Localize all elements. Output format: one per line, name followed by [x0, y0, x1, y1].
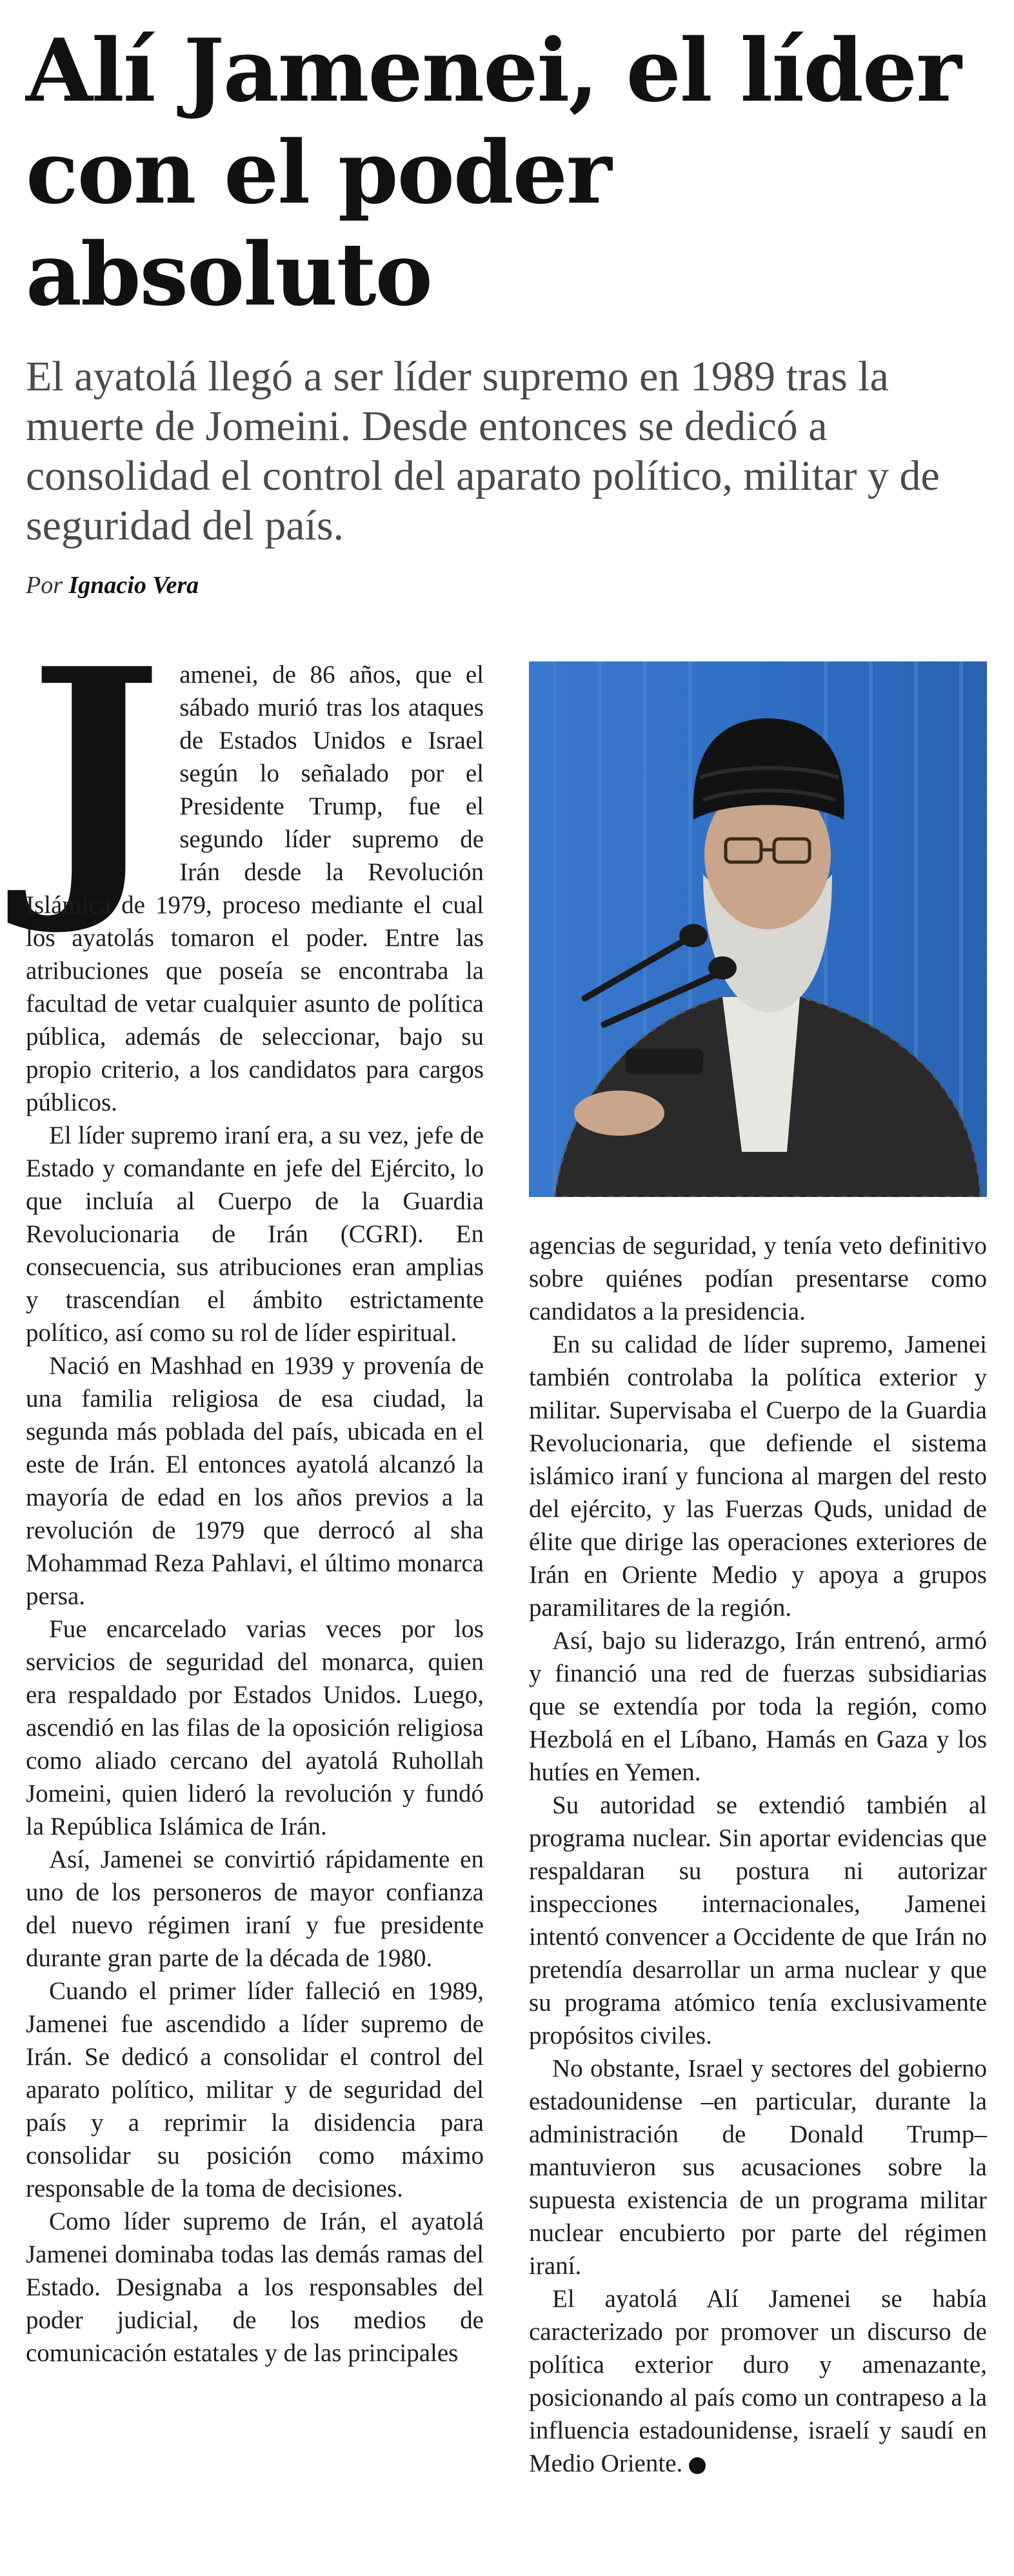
paragraph: Fue encarcelado varias veces por los servicios de seguridad del monarca, quien era respaldado por Estados Unidos. Luego, ascendió en las filas de la oposición religiosa como aliado cercano del ayatolá Ruhollah Jomeini, quien lideró la revolución y fundó la República Islámica de Irán.	[26, 1615, 484, 1840]
paragraph: No obstante, Israel y sectores del gobierno estadounidense –en particular, durante la administración de Donald Trump– mantuvieron sus acusaciones sobre la supuesta existencia de un programa militar nuclear encubierto por parte del régimen iraní.	[529, 2055, 987, 2280]
paragraph: agencias de seguridad, y tenía veto definitivo sobre quiénes podían presentarse como candidatos a la presidencia.	[529, 1232, 987, 1325]
drop-cap: J	[28, 607, 163, 940]
article-column-1	[26, 607, 484, 2370]
paragraph-text: El ayatolá Alí Jamenei se había caracterizado por promover un discurso de política exterior duro y amenazante, posicionando al país como un contrapeso a la influencia estadounidense, israelí y saudí en Medio Oriente.	[529, 2285, 987, 2477]
article-column-2	[529, 1229, 987, 2480]
paragraph: Su autoridad se extendió también al programa nuclear. Sin aportar evidencias que respaldaran su postura ni autorizar inspecciones internacionales, Jamenei intentó convencer a Occidente de que Irán no pretendía desarrollar un arma nuclear y que su programa atómico tenía exclusivamente propósitos civiles.	[529, 1791, 987, 2049]
end-mark-icon	[689, 2457, 706, 2474]
portrait-photo	[529, 661, 987, 1197]
paragraph: En su calidad de líder supremo, Jamenei también controlaba la política exterior y militar. Supervisaba el Cuerpo de la Guardia Revolucionaria, que defiende el sistema islámico iraní y funciona al margen del resto del ejército, y las Fuerzas Quds, unidad de élite que dirige las operaciones exteriores de Irán en Oriente Medio y apoya a grupos paramilitares de la región.	[529, 1331, 987, 1622]
paragraph: Así, Jamenei se convirtió rápidamente en uno de los personeros de mayor confianza del nuevo régimen iraní y fue presidente durante gran parte de la década de 1980.	[26, 1846, 484, 1972]
portrait-illustration	[529, 661, 987, 1197]
paragraph: El líder supremo iraní era, a su vez, jefe de Estado y comandante en jefe del Ejército, lo que incluía al Cuerpo de la Guardia Revolucionaria de Irán (CGRI). En consecuencia, sus atribuciones eran amplias y trascendían el ámbito estrictamente político, así como su rol de líder espiritual.	[26, 1122, 484, 1347]
last-paragraph	[529, 2282, 987, 2480]
paragraph: Cuando el primer líder falleció en 1989, Jamenei fue ascendido a líder supremo de Irán. Se dedicó a consolidar el control del aparato político, militar y de seguridad del país y a reprimir la disidencia para consolidar su posición como máximo responsable de la toma de decisiones.	[26, 1977, 484, 2202]
author-name: Ignacio Vera	[68, 572, 199, 599]
subheadline: El ayatolá llegó a ser líder supremo en 1989 tras la muerte de Jomeini. Desde entonces se dedicó a consolidad el control del aparato político, militar y de seguridad del país.	[26, 353, 940, 549]
paragraph: Así, bajo su liderazgo, Irán entrenó, armó y financió una red de fuerzas subsidiarias que se extendía por toda la región, como Hezbolá en el Líbano, Hamás en Gaza y los hutíes en Yemen.	[529, 1627, 987, 1786]
paragraph: amenei, de 86 años, que el sábado murió tras los ataques de Estados Unidos e Israel según lo señalado por el Presidente Trump, fue el segundo líder supremo de Irán desde la Revolución Islámica de 1979, proceso mediante el cual los ayatolás tomaron el poder. Entre las atribuciones que poseía se encontraba la facultad de vetar cualquier asunto de política pública, además de seleccionar, bajo su propio criterio, a los candidatos para cargos públicos.	[26, 661, 484, 1116]
byline-prefix: Por	[26, 572, 63, 599]
paragraph: Como líder supremo de Irán, el ayatolá Jamenei dominaba todas las demás ramas del Estado. Designaba a los responsables del poder judicial, de los medios de comunicación estatales y de las principales	[26, 2208, 484, 2367]
headline: Alí Jamenei, el líder con el poder absoluto	[26, 19, 960, 325]
paragraph: Nació en Mashhad en 1939 y provenía de una familia religiosa de esa ciudad, la segunda más poblada del país, ubicada en el este de Irán. El entonces ayatolá alcanzó la mayoría de edad en los años previos a la revolución de 1979 que derrocó al sha Mohammad Reza Pahlavi, el último monarca persa.	[26, 1352, 484, 1610]
byline	[26, 571, 199, 599]
